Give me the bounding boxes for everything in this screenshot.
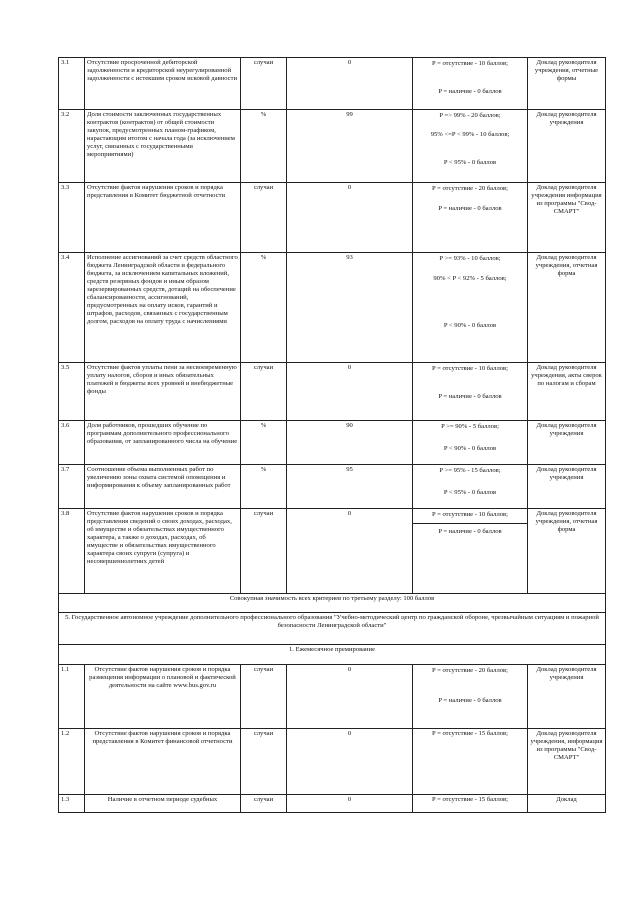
criterion-text: Исполнение ассигнований за счет средств областного бюджета Ленинградской области и федерального бюджета, за исключением капитальных вложений, средств резервных фондов и иным образом зарезервированных средств, дотаций на обеспечение сбалансированности, ассигнований, предусмотренных на оплату исков, гарантий и штрафов, расходов, связанных с государственным долгом, расходов на оплату труда с начислениями	[85, 253, 241, 363]
value-cell: 90	[287, 421, 413, 465]
score-cell	[413, 253, 528, 363]
table-row	[59, 363, 606, 421]
value-cell: 0	[287, 795, 413, 813]
section-total: Совокупная значимость всех критериев по третьему разделу: 100 баллов	[59, 594, 606, 613]
criterion-text: Отсутствие фактов нарушения сроков и порядка размещения информации о плановой и фактической деятельности на сайте www.bus.gov.ru	[85, 665, 241, 729]
section-heading: 1. Ежемесячное премирование	[59, 645, 606, 665]
report-doc-cell: Доклад руководителя учреждения, отчетная форма	[528, 509, 606, 594]
criterion-text: Отсутствие фактов нарушения сроков и порядка представления сведений о своих доходах, расходах, об имуществе и обязательствах имущественного характера, а также о доходах, расходах, об имуществе и обязательствах имущественного характера своих супруги (супруга) и несовершеннолетних детей	[85, 509, 241, 594]
row-number: 1.3	[59, 795, 85, 813]
unit-cell: %	[241, 465, 287, 509]
unit-cell: случаи	[241, 665, 287, 729]
table-row	[59, 795, 606, 813]
criterion-text: Отсутствие фактов уплаты пени за несвоевременную уплату налогов, сборов и иных обязательных платежей в бюджеты всех уровней и внебюджетные фонды	[85, 363, 241, 421]
unit-cell: случаи	[241, 729, 287, 795]
score-line: P = отсутствие - 20 баллов;	[432, 185, 508, 192]
criterion-text: Отсутствие фактов нарушения сроков и порядка представления в Комитет финансовой отчетности	[85, 729, 241, 795]
total-row	[59, 594, 606, 613]
unit-cell: случаи	[241, 795, 287, 813]
score-cell	[413, 665, 528, 729]
criteria-table	[58, 57, 606, 813]
row-number: 3.3	[59, 183, 85, 253]
value-cell: 0	[287, 665, 413, 729]
row-number: 3.7	[59, 465, 85, 509]
unit-cell: случаи	[241, 58, 287, 110]
report-doc-cell: Доклад	[528, 795, 606, 813]
score-line: P = наличие - 0 баллов	[438, 528, 502, 535]
row-number: 3.2	[59, 110, 85, 183]
value-cell: 99	[287, 110, 413, 183]
score-line: P = отсутствие - 20 баллов;	[432, 667, 508, 674]
score-line: P = наличие - 0 баллов	[438, 205, 502, 212]
score-cell	[413, 509, 528, 594]
report-doc-cell: Доклад руководителя учреждения	[528, 465, 606, 509]
institution-row	[59, 613, 606, 645]
row-number: 3.8	[59, 509, 85, 594]
criterion-text: Отсутствие просроченной дебиторской задолженности и кредиторской неурегулированной задолженности с истекшим сроком исковой давности	[85, 58, 241, 110]
section-row	[59, 645, 606, 665]
score-line: P < 95% - 0 баллов	[443, 159, 497, 166]
score-line: P >= 93% - 10 баллов;	[439, 255, 501, 262]
table-row	[59, 465, 606, 509]
value-cell: 0	[287, 363, 413, 421]
report-doc-cell: Доклад руководителя учреждения, информация из программы "Свод-СМАРТ"	[528, 729, 606, 795]
score-line: P = отсутствие - 10 баллов;	[432, 511, 508, 518]
unit-cell: случаи	[241, 363, 287, 421]
value-cell: 93	[287, 253, 413, 363]
value-cell: 0	[287, 183, 413, 253]
score-cell	[413, 183, 528, 253]
unit-cell: %	[241, 253, 287, 363]
table-row	[59, 183, 606, 253]
score-cell	[413, 421, 528, 465]
score-line: P < 90% - 0 баллов	[443, 322, 497, 329]
row-number: 1.1	[59, 665, 85, 729]
unit-cell: %	[241, 421, 287, 465]
score-line: 95% <=P < 99% - 10 баллов;	[430, 131, 510, 138]
value-cell: 0	[287, 509, 413, 594]
table-row	[59, 253, 606, 363]
value-cell: 0	[287, 729, 413, 795]
report-doc-cell: Доклад руководителя учреждения	[528, 421, 606, 465]
score-cell	[413, 729, 528, 795]
criterion-text: Наличие в отчетном периоде судебных	[85, 795, 241, 813]
score-divider	[413, 523, 527, 524]
score-line: P >= 95% - 15 баллов;	[439, 467, 501, 474]
score-line: P => 99% - 20 баллов;	[439, 112, 501, 119]
score-line: P < 95% - 0 баллов	[443, 489, 497, 496]
criterion-text: Доля стоимости заключенных государственных контрактов (контрактов) от общей стоимости закупок, предусмотренных планом-графиком, нарастающим итогом с начала года (за исключением услуг, связанных с государственными мероприятиями)	[85, 110, 241, 183]
report-doc-cell: Доклад руководителя учреждения, отчетные формы	[528, 58, 606, 110]
report-doc-cell: Доклад руководителя учреждения, отчетная форма	[528, 253, 606, 363]
table-row	[59, 665, 606, 729]
score-line: P = наличие - 0 баллов	[438, 393, 502, 400]
value-cell: 0	[287, 58, 413, 110]
score-line: P = наличие - 0 баллов	[438, 88, 502, 95]
report-doc-cell: Доклад руководителя учреждения, акты сверок по налогам и сборам	[528, 363, 606, 421]
unit-cell: случаи	[241, 183, 287, 253]
value-cell: 95	[287, 465, 413, 509]
score-line: P = отсутствие - 15 баллов;	[432, 730, 508, 737]
criterion-text: Соотношение объема выполненных работ по увеличению зоны охвата системой оповещения и информирования к объему запланированных работ	[85, 465, 241, 509]
unit-cell: случаи	[241, 509, 287, 594]
score-line: P >= 90% - 5 баллов;	[441, 423, 499, 430]
score-cell	[413, 465, 528, 509]
score-line: P = наличие - 0 баллов	[438, 697, 502, 704]
score-cell	[413, 58, 528, 110]
score-line: P < 90% - 0 баллов	[443, 445, 497, 452]
score-line: 90% < P < 92% - 5 баллов;	[433, 275, 507, 282]
score-line: P = отсутствие - 10 баллов;	[432, 60, 508, 67]
report-doc-cell: Доклад руководителя учреждения	[528, 110, 606, 183]
row-number: 3.6	[59, 421, 85, 465]
table-row	[59, 58, 606, 110]
institution-heading: 5. Государственное автономное учреждение дополнительного профессионального образования "Учебно-методический центр по гражданской обороне, чрезвычайным ситуациям и пожарной безопасности Ленинградской области"	[59, 613, 606, 645]
row-number: 3.5	[59, 363, 85, 421]
score-cell	[413, 110, 528, 183]
score-line: P = отсутствие - 15 баллов;	[432, 796, 508, 803]
report-doc-cell: Доклад руководителя учреждения	[528, 665, 606, 729]
row-number: 1.2	[59, 729, 85, 795]
score-cell	[413, 363, 528, 421]
table-row	[59, 421, 606, 465]
criterion-text: Доля работников, прошедших обучение по программам дополнительного профессионального образования, от запланированного числа на обучение	[85, 421, 241, 465]
report-doc-cell: Доклад руководителя учреждения информация из программы "Свод-СМАРТ"	[528, 183, 606, 253]
table-row	[59, 110, 606, 183]
row-number: 3.4	[59, 253, 85, 363]
unit-cell: %	[241, 110, 287, 183]
score-line: P = отсутствие - 10 баллов;	[432, 365, 508, 372]
row-number: 3.1	[59, 58, 85, 110]
criterion-text: Отсутствие фактов нарушения сроков и порядка представления в Комитет бюджетной отчетности	[85, 183, 241, 253]
table-row	[59, 729, 606, 795]
table-row	[59, 509, 606, 594]
score-cell	[413, 795, 528, 813]
